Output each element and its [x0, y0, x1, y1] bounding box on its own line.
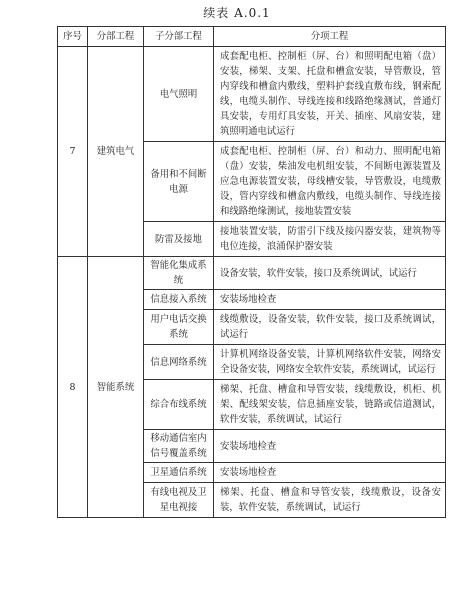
sub-items: 设备安装，软件安装，接口及系统调试，试运行	[214, 257, 446, 290]
sub-items: 梯架、托盘、槽盒和导管安装，线缆敷设，设备安装，软件安装，系统调试，试运行	[214, 483, 446, 518]
sub-division-name: 移动通信室内信号覆盖系统	[144, 430, 214, 463]
table-row	[58, 47, 446, 142]
sub-items: 梯架、托盘、槽盒和导管安装，线缆敷设，机柜、机架、配线架安装，信息插座安装，链路或信道测试，软件安装，系统调试，试运行	[214, 380, 446, 430]
sub-items: 计算机网络设备安装，计算机网络软件安装，网络安全设备安装，网络安全软件安装，系统调试，试运行	[214, 345, 446, 380]
sub-division-name: 卫星通信系统	[144, 463, 214, 483]
sub-division-name: 备用和不间断电源	[144, 142, 214, 222]
sub-division-name: 智能化集成系统	[144, 257, 214, 290]
table-header-row	[58, 27, 446, 47]
sub-division-name: 综合布线系统	[144, 380, 214, 430]
sub-items: 接地装置安装，防雷引下线及接闪器安装，建筑物等电位连接，浪涌保护器安装	[214, 222, 446, 257]
sub-division-name: 电气照明	[144, 47, 214, 142]
sub-items: 成套配电柜、控制柜（屏、台）和动力、照明配电箱（盘）安装，柴油发电机组安装，不间断电源装置及应急电源装置安装，母线槽安装，导管敷设，电缆敷设，管内穿线和槽盒内敷线，电缆头制作、导线连接和线路绝缘测试，接地装置安装	[214, 142, 446, 222]
sub-division-name: 有线电视及卫星电视接	[144, 483, 214, 518]
header-items: 分项工程	[214, 27, 446, 47]
table-caption: 续表 A.0.1	[203, 6, 271, 20]
header-division: 分部工程	[88, 27, 144, 47]
header-sub-division: 子分部工程	[144, 27, 214, 47]
table-row	[58, 257, 446, 290]
division-name: 建筑电气	[88, 47, 144, 257]
row-number: 8	[58, 257, 88, 518]
sub-division-name: 防雷及接地	[144, 222, 214, 257]
sub-items: 成套配电柜、控制柜（屏、台）和照明配电箱（盘）安装，梯架、支架、托盘和槽盒安装，导管敷设，管内穿线和槽盒内敷线，塑料护套线直敷布线，钢索配线，电缆头制作、导线连接和线路绝缘测试，普通灯具安装，专用灯具安装，开关、插座、风扇安装，建筑照明通电试运行	[214, 47, 446, 142]
division-table	[57, 26, 446, 518]
header-no: 序号	[58, 27, 88, 47]
division-name: 智能系统	[88, 257, 144, 518]
sub-items: 安装场地检查	[214, 463, 446, 483]
row-number: 7	[58, 47, 88, 257]
sub-division-name: 信息接入系统	[144, 290, 214, 310]
sub-division-name: 信息网络系统	[144, 345, 214, 380]
sub-items: 线缆敷设，设备安装，软件安装，接口及系统调试，试运行	[214, 310, 446, 345]
sub-division-name: 用户电话交换系统	[144, 310, 214, 345]
sub-items: 安装场地检查	[214, 290, 446, 310]
sub-items: 安装场地检查	[214, 430, 446, 463]
